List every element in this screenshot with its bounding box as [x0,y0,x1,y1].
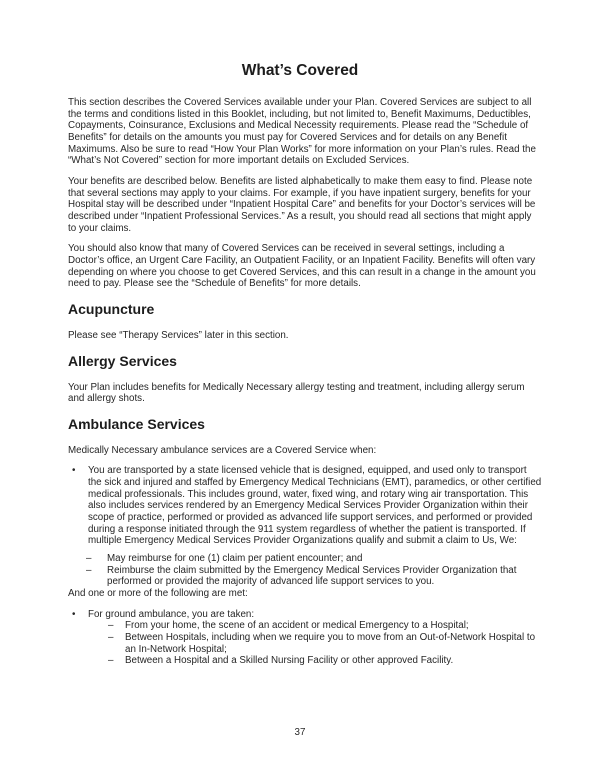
dash-icon: – [86,564,92,576]
page-title: What’s Covered [241,62,359,79]
dash-icon: – [108,655,114,667]
section-heading-allergy-services: Allergy Services [68,352,177,369]
reimbursement-sub-list [68,553,542,588]
acupuncture-paragraph: Please see “Therapy Services” later in this section. [68,329,289,341]
bullet-icon: • [72,608,76,620]
list-item-from-home [68,620,542,632]
dash-icon: – [108,620,114,632]
list-item-text: May reimburse for one (1) claim per patient encounter; and [107,553,363,565]
section-heading-ambulance-services: Ambulance Services [68,415,205,432]
intro-paragraph-3: You should also know that many of Covered Services can be received in several settings, including a Doctor’s office, an Urgent Care Facility, an Outpatient Facility, or an Inpatient Facility. Benefits will often vary depending on where you choose to get Covered Services, and this can result in a change in the amount you need to pay. Please see the “Schedule of Benefits” for more details. [68,243,536,290]
list-item-text: Reimburse the claim submitted by the Emergency Medical Services Provider Organization that performed or provided the majority of advanced life support services to you. [107,564,517,588]
list-item-may-reimburse [68,553,542,565]
list-item-hospital-to-snf [68,655,542,667]
list-item-text: You are transported by a state licensed vehicle that is designed, equipped, and used only to transport the sick and injured and staffed by Emergency Medical Technicians (EMT), paramedics, or other certified medical professionals. This includes ground, water, fixed wing, and rotary wing air transportation. This also includes services rendered by an Emergency Medical Services Provider Organization within their scope of practice, performed or provided as advanced life support services, and performed or provided during a response initiated through the 911 system regardless of whether the patient is transported. If multiple Emergency Medical Services Provider Organizations qualify and submit a claim to Us, We: [88,465,542,547]
bullet-icon: • [72,465,76,477]
page-number: 37 [294,727,306,738]
list-item-between-hospitals [68,632,542,655]
list-item-text: From your home, the scene of an accident or medical Emergency to a Hospital; [125,620,469,632]
list-item-text: For ground ambulance, you are taken: [88,608,255,620]
dash-icon: – [108,632,114,643]
list-item-text: Between Hospitals, including when we require you to move from an Out-of-Network Hospital to an In-Network Hospital; [125,632,536,655]
dash-icon: – [86,553,92,565]
intro-paragraph-1: This section describes the Covered Services available under your Plan. Covered Services are subject to all the terms and conditions listed in this Booklet, including, but not limited to, Benefit Maximums, Deductibles, Copayments, Coinsurance, Exclusions and Medical Necessity requirements. Please read the “Schedule of Benefits” for details on the amounts you must pay for Covered Services and for details on any Benefit Maximums. Also be sure to read “How Your Plan Works” for more information on your Plan’s rules. Read the “What’s Not Covered” section for more important details on Excluded Services. [68,97,536,167]
ambulance-intro-paragraph: Medically Necessary ambulance services are a Covered Service when: [68,444,377,456]
ground-ambulance-sub-list [68,620,542,667]
allergy-paragraph: Your Plan includes benefits for Medically Necessary allergy testing and treatment, including allergy serum and allergy shots. [68,381,525,405]
list-item-ground-ambulance [68,609,542,621]
list-item-reimburse-claim [68,565,542,588]
list-item-text: Between a Hospital and a Skilled Nursing Facility or other approved Facility. [125,655,454,667]
page-content [68,0,542,667]
ambulance-connector-paragraph: And one or more of the following are met: [68,588,248,600]
list-item-transport-vehicle [68,465,542,547]
intro-paragraph-2: Your benefits are described below. Benefits are listed alphabetically to make them easy to find. Please note that several sections may apply to your claims. For example, if you have inpatient surgery, benefits for your Hospital stay will be described under “Inpatient Hospital Care” and benefits for your Doctor’s services will be described under “Inpatient Professional Services.” As a result, you should read all sections that might apply to your claims. [68,175,536,234]
section-heading-acupuncture: Acupuncture [68,300,155,317]
